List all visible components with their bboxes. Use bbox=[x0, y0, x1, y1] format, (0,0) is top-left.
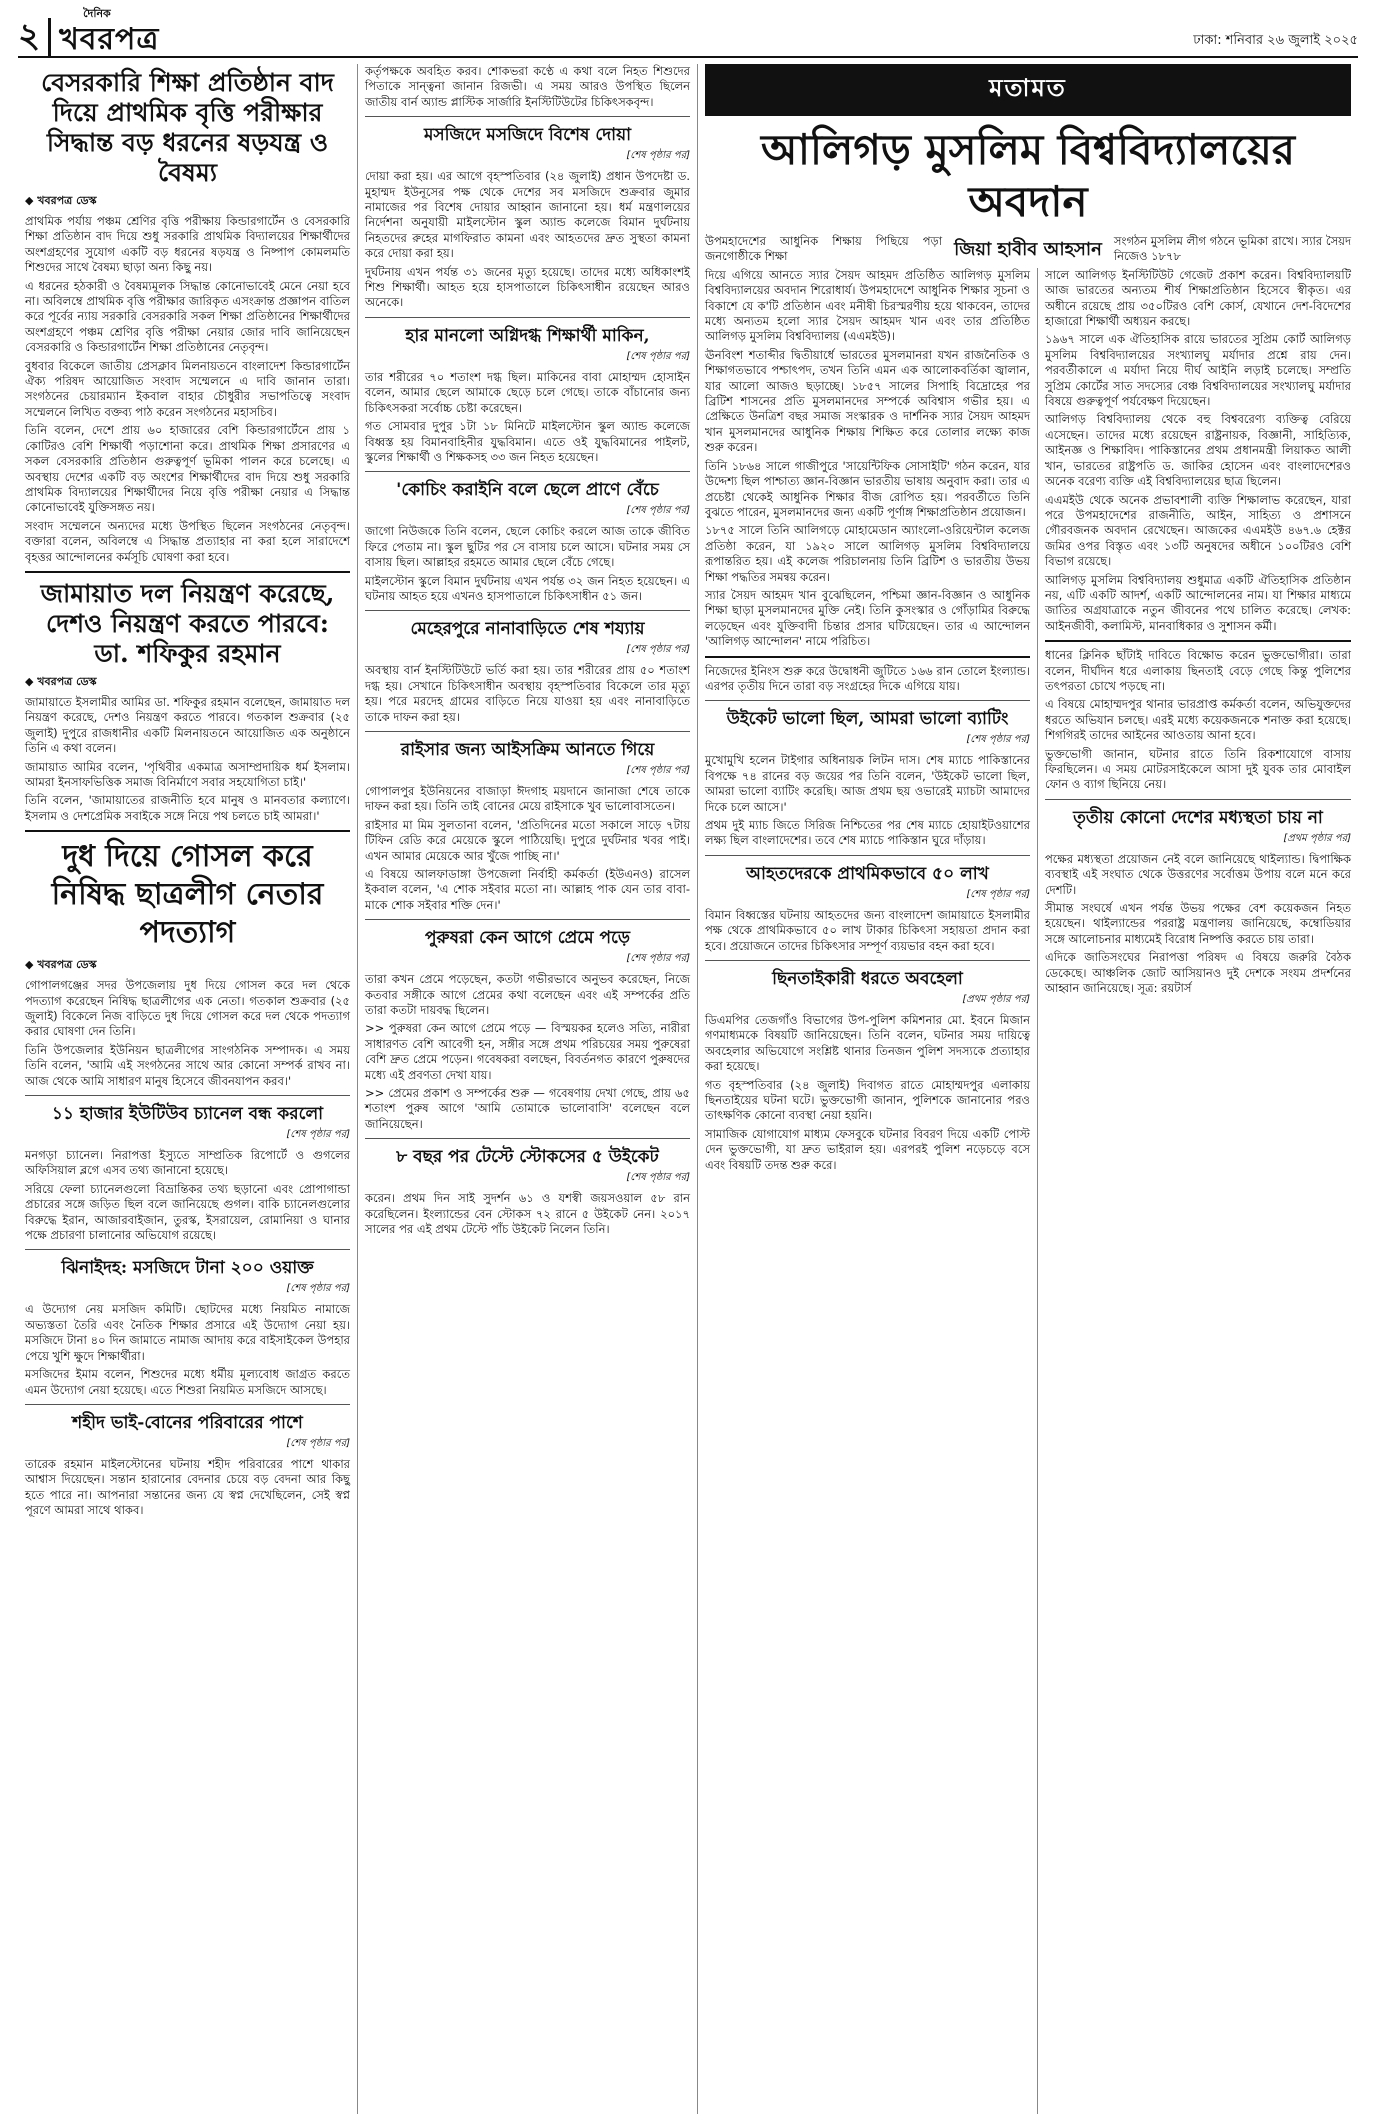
paragraph: এএমইউ থেকে অনেক প্রভাবশালী ব্যক্তি শিক্ষালাভ করেছেন, যারা পরে উপমহাদেশের রাজনীতি, আইন, সাহিত্য ও প্রশাসনে গৌরবজনক অবদান রেখেছেন। আজকের এএমইউ ৪৬৭.৬ হেক্টর জমির ওপর বিস্তৃত এবং ১৩টি অনুষদের অধীনে ১০০টিরও বেশি বিভাগ রয়েছে। bbox=[1045, 492, 1351, 569]
paragraph: দুর্ঘটনায় এখন পর্যন্ত ৩১ জনের মৃত্যু হয়েছে। তাদের মধ্যে অধিকাংশই শিশু শিক্ষার্থী। আহত হয়ে হাসপাতালে চিকিৎসাধীন রয়েছেন আরও অনেকে। bbox=[365, 264, 690, 310]
column-4 bbox=[1038, 268, 1358, 2114]
headline-martyr-family[interactable]: শহীদ ভাই-বোনের পরিবারের পাশে bbox=[72, 1412, 303, 1433]
headline-stokes[interactable]: ৮ বছর পর টেস্টে স্টোকসের ৫ উইকেট bbox=[396, 1147, 659, 1168]
paragraph: ভুক্তভোগী জানান, ঘটনার রাতে তিনি রিকশাযোগে বাসায় ফিরছিলেন। এ সময় মোটরসাইকেলে আসা দুই যুবক তার মোবাইল ফোন ও ব্যাগ ছিনিয়ে নেয়। bbox=[1045, 746, 1351, 792]
paragraph: তারা কখন প্রেমে পড়েছেন, কতটা গভীরভাবে অনুভব করেছেন, নিজে কতবার সঙ্গীকে আগে প্রেমের কথা বলেছেন এবং এই সম্পর্কের প্রতি তারা কতটা দায়বদ্ধ ছিলেন। bbox=[365, 972, 690, 1018]
masthead-divider bbox=[48, 18, 51, 56]
paragraph: সালে আলিগড় ইনস্টিটিউট গেজেট প্রকাশ করেন। বিশ্ববিদ্যালয়টি আজ ভারতের অন্যতম শীর্ষ শিক্ষাপ্রতিষ্ঠান হিসেবে স্বীকৃত। এর অধীনে রয়েছে প্রায় ৩৫০টিরও বেশি কোর্স, যেখানে দেশ-বিদেশের হাজারো শিক্ষার্থী অধ্যয়ন করছে। bbox=[1045, 267, 1351, 329]
headline-jamaat[interactable]: জামায়াত দল নিয়ন্ত্রণ করেছে, দেশও নিয়ন্ত্রণ করতে পারবে: ডা. শফিকুর রহমান bbox=[40, 578, 335, 668]
paragraph: এ উদ্যোগ নেয় মসজিদ কমিটি। ছোটদের মধ্যে নিয়মিত নামাজে অভ্যস্ততা তৈরি এবং নৈতিক শিক্ষার প্রসারে এই উদ্যোগ নেয়া হয়। মসজিদে টানা ৪০ দিন জামাতে নামাজ আদায় করে বাইসাইকেল উপহার পেয়ে খুশি ক্ষুদে শিক্ষার্থীরা। bbox=[25, 1302, 350, 1363]
paragraph: মনগড়া চ্যানেল। নিরাপত্তা ইস্যুতে সাম্প্রতিক রিপোর্টে ও গুগলের অফিসিয়াল ব্লগে এসব তথ্য জানানো হয়েছে। bbox=[25, 1148, 350, 1178]
headline-youtube[interactable]: ১১ হাজার ইউটিউব চ্যানেল বন্ধ করলো bbox=[51, 1104, 324, 1125]
continued-marker: [প্রথম পৃষ্ঠার পর] bbox=[1283, 832, 1351, 844]
masthead-left bbox=[18, 5, 159, 56]
paragraph: বিমান বিধ্বস্তের ঘটনায় আহতদের জন্য বাংলাদেশ জামায়াতে ইসলামীর পক্ষ থেকে প্রাথমিকভাবে ৫০ লাখ টাকার চিকিৎসা সহায়তা প্রদান করা হবে। প্রয়োজনে তাদের চিকিৎসার সম্পূর্ণ ব্যয়ভার বহন করা হবে। bbox=[705, 907, 1030, 953]
paragraph: কর্তৃপক্ষকে অবহিত করব। শোকভরা কণ্ঠে এ কথা বলে নিহত শিশুদের পিতাকে সান্ত্বনা জানান রিজভী। এ সময় আরও উপস্থিত ছিলেন জাতীয় বার্ন অ্যান্ড প্লাস্টিক সার্জারি ইনস্টিটিউটের চিকিৎসকবৃন্দ। bbox=[365, 64, 690, 109]
divider bbox=[365, 919, 690, 920]
headline-snatcher[interactable]: ছিনতাইকারী ধরতে অবহেলা bbox=[772, 969, 963, 990]
continued-marker: [শেষ পৃষ্ঠার পর] bbox=[626, 1172, 690, 1184]
paragraph: প্রথম দুই ম্যাচ জিতে সিরিজ নিশ্চিতের পর শেষ ম্যাচে হোয়াইটওয়াশের লক্ষ্য ছিল বাংলাদেশের। তবে শেষ ম্যাচে পাকিস্তান ঘুরে দাঁড়ায়। bbox=[705, 818, 1030, 848]
headline-mosque-prayer[interactable]: মসজিদে মসজিদে বিশেষ দোয়া bbox=[423, 125, 632, 146]
byline: ◆ খবরপত্র ডেস্ক bbox=[25, 673, 350, 692]
headline-milk-bath[interactable]: দুধ দিয়ে গোসল করে নিষিদ্ধ ছাত্রলীগ নেতার পদত্যাগ bbox=[51, 839, 324, 951]
continued-marker: [শেষ পৃষ্ঠার পর] bbox=[286, 1283, 350, 1295]
divider bbox=[705, 855, 1030, 856]
paragraph: প্রাথমিক পর্যায় পঞ্চম শ্রেণির বৃত্তি পরীক্ষায় কিন্ডারগার্টেন ও বেসরকারি শিক্ষা প্রতিষ্ঠান বাদ দিয়ে শুধু সরকারি প্রাথমিক বিদ্যালয়ের শিক্ষার্থীদের অংশগ্রহণের সুযোগ একটি বড় ধরনের ষড়যন্ত্র ও নিষ্পাপ কোমলমতি শিশুদের সাথে বৈষম্য ছাড়া অন্য কিছু নয়। bbox=[25, 214, 350, 275]
divider bbox=[25, 830, 350, 832]
page-number: ২ bbox=[18, 16, 41, 56]
divider bbox=[1045, 640, 1351, 642]
paragraph: গোপালগঞ্জের সদর উপজেলায় দুধ দিয়ে গোসল করে দল থেকে পদত্যাগ করেছেন নিষিদ্ধ ছাত্রলীগের এক নেতা। গতকাল শুক্রবার (২৫ জুলাই) বিকেলে নিজ বাড়িতে দুধ দিয়ে গোসল করে দল থেকে পদত্যাগ করার ঘোষণা দেন তিনি। bbox=[25, 978, 350, 1039]
right-section bbox=[698, 64, 1358, 2114]
paragraph: গত সোমবার দুপুর ১টা ১৮ মিনিটে মাইলস্টোন স্কুল অ্যান্ড কলেজে বিধ্বস্ত হয় বিমানবাহিনীর যুদ্ধবিমান। এতে ওই যুদ্ধবিমানের পাইলট, স্কুলের শিক্ষার্থী ও শিক্ষকসহ ৩৩ জন নিহত হয়েছেন। bbox=[365, 419, 690, 464]
headline-kg-exam[interactable]: বেসরকারি শিক্ষা প্রতিষ্ঠান বাদ দিয়ে প্রাথমিক বৃত্তি পরীক্ষার সিদ্ধান্ত বড় ধরনের ষড়যন্ত্র ও বৈষম্য bbox=[41, 68, 334, 187]
paragraph: করেন। প্রথম দিন সাই সুদর্শন ৬১ ও যশস্বী জয়সওয়াল ৫৮ রান করেছিলেন। ইংল্যান্ডের বেন স্টোকস ৭২ রানে ৫ উইকেট নেন। ২০১৭ সালের পর এই প্রথম টেস্টে পাঁচ উইকেট নিলেন তিনি। bbox=[365, 1191, 690, 1237]
divider bbox=[365, 317, 690, 318]
paragraph: >> প্রেমের প্রকাশ ও সম্পর্কের শুরু — গবেষণায় দেখা গেছে, প্রায় ৬৫ শতাংশ পুরুষ আগে 'আমি তোমাকে ভালোবাসি' বলেছেন বলে জানিয়েছেন। bbox=[365, 1086, 690, 1131]
brand-name: খবরপত্র bbox=[59, 22, 160, 57]
column-1 bbox=[18, 64, 358, 2114]
paragraph: পক্ষের মধ্যস্থতা প্রয়োজন নেই বলে জানিয়েছে থাইল্যান্ড। দ্বিপাক্ষিক ব্যবস্থাই এই সংঘাত থেকে উত্তরণের সর্বোত্তম উপায় বলে মনে করে দেশটি। bbox=[1045, 851, 1351, 897]
paragraph: বুধবার বিকেলে জাতীয় প্রেসক্লাব মিলনায়তনে বাংলাদেশ কিন্ডারগার্টেন ঐক্য পরিষদ আয়োজিত সংবাদ সম্মেলনে এ দাবি জানান তারা। সংগঠনের চেয়ারম্যান ইকবাল বাহার চৌধুরীর সভাপতিত্বে সংবাদ সম্মেলনে লিখিত বক্তব্য পাঠ করেন সংগঠনের মহাসচিব। bbox=[25, 358, 350, 419]
paragraph: জামায়াতে ইসলামীর আমির ডা. শফিকুর রহমান বলেছেন, জামায়াত দল নিয়ন্ত্রণ করেছে, দেশও নিয়ন্ত্রণ করতে পারবে। গতকাল শুক্রবার (২৫ জুলাই) দুপুরে রাজধানীর একটি মিলনায়তনে আয়োজিত এক অনুষ্ঠানে তিনি এ কথা বলেন। bbox=[25, 694, 350, 756]
headline-meherpur[interactable]: মেহেরপুরে নানাবাড়িতে শেষ শয্যায় bbox=[410, 619, 645, 640]
byline: ◆ খবরপত্র ডেস্ক bbox=[25, 956, 350, 975]
continued-marker: [শেষ পৃষ্ঠার পর] bbox=[966, 734, 1030, 746]
headline-men-love[interactable]: পুরুষরা কেন আগে প্রেমে পড়ে bbox=[424, 928, 630, 949]
paragraph: নিজেদের ইনিংস শুরু করে উদ্বোধনী জুটিতে ১৬৬ রান তোলে ইংল্যান্ড। এরপর তৃতীয় দিনে তারা বড় সংগ্রহের দিকে এগিয়ে যায়। bbox=[705, 663, 1030, 693]
paragraph: মাইলস্টোন স্কুলে বিমান দুর্ঘটনায় এখন পর্যন্ত ৩২ জন নিহত হয়েছেন। এ ঘটনায় আহত হয়ে এখনও হাসপাতালে চিকিৎসাধীন ৫১ জন। bbox=[365, 573, 690, 603]
masthead bbox=[18, 7, 1358, 58]
continued-marker: [শেষ পৃষ্ঠার পর] bbox=[626, 953, 690, 965]
divider bbox=[25, 571, 350, 573]
headline-makin[interactable]: হার মানলো অগ্নিদগ্ধ শিক্ষার্থী মাকিন, bbox=[405, 325, 650, 346]
divider bbox=[365, 471, 690, 472]
headline-injured-aid[interactable]: আহতদেরকে প্রাথমিকভাবে ৫০ লাখ bbox=[746, 863, 989, 884]
paragraph: গত বৃহস্পতিবার (২৪ জুলাই) দিবাগত রাতে মোহাম্মদপুর এলাকায় ছিনতাইয়ের ঘটনা ঘটে। ভুক্তভোগী জানান, পুলিশকে জানানোর পরও তাৎক্ষণিক কোনো ব্যবস্থা নেয়া হয়নি। bbox=[705, 1077, 1030, 1123]
paragraph: দোয়া করা হয়। এর আগে বৃহস্পতিবার (২৪ জুলাই) প্রধান উপদেষ্টা ড. মুহাম্মদ ইউনূসের পক্ষ থেকে দেশের সব মসজিদে শুক্রবার জুমার নামাজের পর বিশেষ দোয়ার আহ্বান জানানো হয়। ধর্ম মন্ত্রণালয়ের নির্দেশনা অনুযায়ী মাইলস্টোন স্কুল অ্যান্ড কলেজে বিমান দুর্ঘটনায় নিহতদের রুহের মাগফিরাত কামনা এবং আহতদের দ্রুত সুস্থতা কামনা করে দোয়া করা হয়। bbox=[365, 169, 690, 261]
continued-marker: [প্রথম পৃষ্ঠার পর] bbox=[962, 994, 1030, 1006]
dateline: ঢাকা: শনিবার ২৬ জুলাই ২০২৫ bbox=[1193, 33, 1358, 48]
brand-small-label: দৈনিক bbox=[83, 7, 111, 20]
headline-coaching[interactable]: 'কোচিং করাইনি বলে ছেলে প্রাণে বেঁচে bbox=[396, 480, 659, 501]
paragraph: ঊনবিংশ শতাব্দীর দ্বিতীয়ার্ধে ভারতের মুসলমানরা যখন রাজনৈতিক ও শিক্ষাগতভাবে পশ্চাৎপদ, তখন তিনি এমন এক আলোকবর্তিকা জ্বালান, যার আলো আজও ছড়াচ্ছে। ১৮৫৭ সালের সিপাহি বিদ্রোহের পর ব্রিটিশ শাসনের প্রতি মুসলমানদের সম্পর্কে অবিশ্বাস গভীর হয়। এ প্রেক্ষিতে উনত্রিশ বছর সমাজ সংস্কারক ও দার্শনিক স্যার সৈয়দ আহমদ খান মুসলমানদের আধুনিক শিক্ষায় শিক্ষিত করে তোলার লক্ষ্যে কাজ শুরু করেন। bbox=[705, 347, 1030, 455]
paragraph: এ ধরনের হঠকারী ও বৈষম্যমূলক সিদ্ধান্ত কোনোভাবেই মেনে নেয়া হবে না। অবিলম্বে প্রাথমিক বৃত্তি পরীক্ষার জারিকৃত এসংক্রান্ত প্রজ্ঞাপন বাতিল করে পূর্বের ন্যায় সরকারি বেসরকারি সকল শিক্ষা প্রতিষ্ঠানের শিক্ষার্থীদের অংশগ্রহণে পঞ্চম শ্রেণির বৃত্তি পরীক্ষা নেয়ার জোর দাবি জানিয়েছেন বেসরকারি ও কিন্ডারগার্টেন শিক্ষা প্রতিষ্ঠানের নেতৃবৃন্দ। bbox=[25, 278, 350, 355]
byline: ◆ খবরপত্র ডেস্ক bbox=[25, 192, 350, 211]
paragraph: মসজিদের ইমাম বলেন, শিশুদের মধ্যে ধর্মীয় মূল্যবোধ জাগ্রত করতে এমন উদ্যোগ নেয়া হয়েছে। এতে শিশুরা নিয়মিত মসজিদে আসছে। bbox=[25, 1367, 350, 1397]
continued-marker: [শেষ পৃষ্ঠার পর] bbox=[626, 644, 690, 656]
opinion-author: জিয়া হাবীব আহসান bbox=[954, 239, 1102, 261]
divider bbox=[705, 656, 1030, 658]
paragraph: রাইসার মা মিম সুলতানা বলেন, 'প্রতিদিনের মতো সকালে সাড়ে ৭টায় টিফিন রেডি করে মেয়েকে স্কুলে পাঠিয়েছি। দুপুরে দুর্ঘটনার খবর পাই। এখন আমার মেয়েকে আর খুঁজে পাচ্ছি না।' bbox=[365, 817, 690, 863]
paragraph: তিনি উপজেলার ইউনিয়ন ছাত্রলীগের সাংগঠনিক সম্পাদক। এ সময় তিনি বলেন, 'আমি এই সংগঠনের সাথে আর কোনো সম্পর্ক রাখব না। আজ থেকে আমি সাধারণ মানুষ হিসেবে জীবনযাপন করব।' bbox=[25, 1042, 350, 1088]
column-3 bbox=[698, 268, 1038, 2114]
opinion-author-row bbox=[705, 234, 1351, 268]
headline-jhenaidah[interactable]: ঝিনাইদহ: মসজিদে টানা ২০০ ওয়াক্ত bbox=[61, 1258, 314, 1279]
paragraph: গোপালপুর ইউনিয়নের বাজাড়া ঈদগাহ ময়দানে জানাজা শেষে তাকে দাফন করা হয়। তিনি তাই বোনের মেয়ে রাইসাকে খুব ভালোবাসতেন। bbox=[365, 783, 690, 814]
paragraph: এদিকে জাতিসংঘের নিরাপত্তা পরিষদ এ বিষয়ে জরুরি বৈঠক ডেকেছে। আঞ্চলিক জোট আসিয়ানও দুই দেশকে সংযম প্রদর্শনের আহ্বান জানিয়েছে। সূত্র: রয়টার্স bbox=[1045, 950, 1351, 996]
paragraph: সামাজিক যোগাযোগ মাধ্যম ফেসবুকে ঘটনার বিবরণ দিয়ে একটি পোস্ট দেন ভুক্তভোগী, যা দ্রুত ভাইরাল হয়। এরপরই পুলিশ নড়েচড়ে বসে এবং বিষয়টি তদন্ত শুরু করে। bbox=[705, 1126, 1030, 1172]
paragraph: ডিএমপির তেজগাঁও বিভাগের উপ-পুলিশ কমিশনার মো. ইবনে মিজান গণমাধ্যমকে বিষয়টি জানিয়েছেন। তিনি বলেন, ঘটনার সময় দায়িত্বে অবহেলার অভিযোগে সংশ্লিষ্ট থানার তিনজন পুলিশ সদস্যকে প্রত্যাহার করা হয়েছে। bbox=[705, 1013, 1030, 1074]
paragraph: তিনি ১৮৬৪ সালে গাজীপুরে 'সায়েন্টিফিক সোসাইটি' গঠন করেন, যার উদ্দেশ্য ছিল পাশ্চাত্য জ্ঞান-বিজ্ঞান ভারতীয় ভাষায় অনুবাদ করা। তার এ প্রচেষ্টা থেকেই আধুনিক শিক্ষার বীজ রোপিত হয়। পরবর্তীতে তিনি বুঝতে পারেন, মুসলমানদের জন্য একটি পূর্ণাঙ্গ শিক্ষাপ্রতিষ্ঠান প্রয়োজন। bbox=[705, 458, 1030, 519]
paragraph: সংগঠন মুসলিম লীগ গঠনে ভূমিকা রাখে। স্যার সৈয়দ নিজেও ১৮৭৮ bbox=[1113, 234, 1351, 264]
divider bbox=[1045, 799, 1351, 800]
divider bbox=[25, 1404, 350, 1405]
paragraph: দিয়ে এগিয়ে আনতে স্যার সৈয়দ আহমদ প্রতিষ্ঠিত আলিগড় মুসলিম বিশ্ববিদ্যালয়ের অবদান শিরোধার্য। উপমহাদেশে আধুনিক শিক্ষার সূচনা ও বিকাশে যে ক'টি প্রতিষ্ঠান এবং মনীষী চিরস্মরণীয় হয়ে থাকবেন, তাদের মধ্যে অন্যতম হলো স্যার সৈয়দ আহমদ খান এবং তার প্রতিষ্ঠিত আলিগড় মুসলিম বিশ্ববিদ্যালয় (এএমইউ)। bbox=[705, 267, 1030, 344]
opinion-section-header: মতামত bbox=[705, 64, 1351, 116]
paragraph: ধানের ক্লিনিক ছাঁটাই দাবিতে বিক্ষোভ করেন ভুক্তভোগীরা। তারা বলেন, দীর্ঘদিন ধরে এলাকায় ছিনতাই বেড়ে গেছে কিন্তু পুলিশের তৎপরতা চোখে পড়ছে না। bbox=[1045, 648, 1351, 693]
divider bbox=[705, 700, 1030, 701]
headline-litton[interactable]: উইকেট ভালো ছিল, আমরা ভালো ব্যাটিং bbox=[726, 709, 1009, 730]
paragraph: তিনি বলেন, 'জামায়াতের রাজনীতি হবে মানুষ ও মানবতার কল্যাণে। ইসলাম ও দেশপ্রেমিক সবাইকে সঙ্গে নিয়ে পথ চলতে চাই আমরা।' bbox=[25, 793, 350, 823]
column-2 bbox=[358, 64, 698, 2114]
divider bbox=[25, 1249, 350, 1250]
paragraph: জামায়াত আমির বলেন, 'পৃথিবীর একমাত্র অসাম্প্রদায়িক ধর্ম ইসলাম। আমরা ইনসাফভিত্তিক সমাজ বিনির্মাণে সবার সহযোগিতা চাই।' bbox=[25, 759, 350, 789]
paragraph: ১৯৬৭ সালে এক ঐতিহাসিক রায়ে ভারতের সুপ্রিম কোর্ট আলিগড় মুসলিম বিশ্ববিদ্যালয়ের সংখ্যালঘু মর্যাদার প্রশ্নে রায় দেন। পরবর্তীকালে এ মর্যাদা নিয়ে দীর্ঘ আইনি লড়াই চলেছে। সম্প্রতি সুপ্রিম কোর্টের সাত সদস্যের বেঞ্চ বিশ্ববিদ্যালয়ের সংখ্যালঘু মর্যাদার বিষয়ে গুরুত্বপূর্ণ পর্যবেক্ষণ দিয়েছেন। bbox=[1045, 332, 1351, 409]
paragraph: তার শরীরের ৭০ শতাংশ দগ্ধ ছিল। মাকিনের বাবা মোহাম্মদ হোসাইন বলেন, আমার ছেলে আমাকে ছেড়ে চলে গেছে। তাকে বাঁচানোর জন্য চিকিৎসকরা সর্বোচ্চ চেষ্টা করেছেন। bbox=[365, 369, 690, 415]
paragraph: সীমান্ত সংঘর্ষে এখন পর্যন্ত উভয় পক্ষের বেশ কয়েকজন নিহত হয়েছেন। থাইল্যান্ডের পররাষ্ট্র মন্ত্রণালয় জানিয়েছে, কম্বোডিয়ার সঙ্গে আলোচনার মাধ্যমেই বিরোধ নিষ্পত্তি করতে চায় তারা। bbox=[1045, 901, 1351, 946]
continued-marker: [শেষ পৃষ্ঠার পর] bbox=[966, 888, 1030, 900]
paragraph: অবস্থায় বার্ন ইনস্টিটিউটে ভর্তি করা হয়। তার শরীরের প্রায় ৫০ শতাংশ দগ্ধ হয়। সেখানে চিকিৎসাধীন অবস্থায় বৃহস্পতিবার বিকেলে তার মৃত্যু হয়। পরে মরদেহ গ্রামের বাড়িতে নিয়ে যাওয়া হয় এবং নানাবাড়িতে তাকে দাফন করা হয়। bbox=[365, 663, 690, 724]
continued-marker: [শেষ পৃষ্ঠার পর] bbox=[626, 350, 690, 362]
paragraph: ১৮৭৫ সালে তিনি আলিগড়ে মোহামেডান অ্যাংলো-ওরিয়েন্টাল কলেজ প্রতিষ্ঠা করেন, যা ১৯২০ সালে আলিগড় মুসলিম বিশ্ববিদ্যালয়ে রূপান্তরিত হয়। এই কলেজ পরিচালনায় তিনি ব্রিটিশ ও ভারতীয় উভয় শিক্ষা পদ্ধতির সমন্বয় করেন। bbox=[705, 523, 1030, 584]
paragraph: আলিগড় মুসলিম বিশ্ববিদ্যালয় শুধুমাত্র একটি ঐতিহাসিক প্রতিষ্ঠান নয়, এটি একটি আদর্শ, একটি আন্দোলনের নাম। যা শিক্ষার মাধ্যমে জাতির অগ্রযাত্রাকে নতুন জীবনের পথে চালিত করেছে। লেখক: আইনজীবী, কলামিস্ট, মানবাধিকার ও সুশাসন কর্মী। bbox=[1045, 572, 1351, 633]
opinion-title[interactable]: আলিগড় মুসলিম বিশ্ববিদ্যালয়ের অবদান bbox=[761, 125, 1295, 226]
divider bbox=[365, 610, 690, 611]
paragraph: জাগো নিউজকে তিনি বলেন, ছেলে কোচিং করলে আজ তাকে জীবিত ফিরে পেতাম না। স্কুল ছুটির পর সে বাসায় চলে আসে। ঘটনার সময় সে বাসায় ছিল। আল্লাহর রহমতে আমার ছেলে বেঁচে গেছে। bbox=[365, 524, 690, 570]
divider bbox=[365, 116, 690, 117]
paragraph: উপমহাদেশের আধুনিক শিক্ষায় পিছিয়ে পড়া জনগোষ্ঠীকে শিক্ষা bbox=[705, 234, 943, 264]
paragraph: >> পুরুষরা কেন আগে প্রেমে পড়ে — বিস্ময়কর হলেও সত্যি, নারীরা সাধারণত বেশি আবেগী হন, সঙ্গীর সঙ্গে প্রথম পরিচয়ের সময় পুরুষেরা বেশি দ্রুত প্রেমে পড়েন। গবেষকরা বলছেন, বিবর্তনগত কারণে পুরুষদের মধ্যে এই প্রবণতা দেখা যায়। bbox=[365, 1021, 690, 1082]
paragraph: সরিয়ে ফেলা চ্যানেলগুলো বিভ্রান্তিকর তথ্য ছড়ানো এবং প্রোপাগান্ডা প্রচারের সঙ্গে জড়িত ছিল বলে জানিয়েছে গুগল। বাকি চ্যানেলগুলোর বিরুদ্ধে ইরান, আজারবাইজান, তুরস্ক, ইসরায়েল, রোমানিয়া ও ঘানার পক্ষে প্রচারণা চালানোর অভিযোগ রয়েছে। bbox=[25, 1181, 350, 1243]
paragraph: সংবাদ সম্মেলনে অন্যদের মধ্যে উপস্থিত ছিলেন সংগঠনের নেতৃবৃন্দ। বক্তারা বলেন, অবিলম্বে এ সিদ্ধান্ত প্রত্যাহার না করা হলে সারাদেশে বৃহত্তর আন্দোলনের কর্মসূচি ঘোষণা করা হবে। bbox=[25, 518, 350, 564]
paragraph: আলিগড় বিশ্ববিদ্যালয় থেকে বহু বিশ্ববরেণ্য ব্যক্তিত্ব বেরিয়ে এসেছেন। তাদের মধ্যে রয়েছেন রাষ্ট্রনায়ক, বিজ্ঞানী, সাহিত্যিক, আইনজ্ঞ ও শিক্ষাবিদ। পাকিস্তানের প্রথম প্রধানমন্ত্রী লিয়াকত আলী খান, ভারতের রাষ্ট্রপতি ড. জাকির হোসেন এবং বাংলাদেশেরও অনেক বরেণ্য ব্যক্তি এই বিশ্ববিদ্যালয়ের ছাত্র ছিলেন। bbox=[1045, 412, 1351, 489]
brand-logo bbox=[59, 5, 159, 56]
divider bbox=[365, 731, 690, 732]
paragraph: এ বিষয়ে আলফাডাঙ্গা উপজেলা নির্বাহী কর্মকর্তা (ইউএনও) রাসেল ইকবাল বলেন, 'এ শোক সইবার মতো না। আল্লাহ পাক যেন তার বাবা-মাকে শোক সইবার শক্তি দেন।' bbox=[365, 867, 690, 912]
paragraph: এ বিষয়ে মোহাম্মদপুর থানার ভারপ্রাপ্ত কর্মকর্তা বলেন, অভিযুক্তদের ধরতে অভিযান চলছে। এরই মধ্যে কয়েকজনকে শনাক্ত করা হয়েছে। শিগগিরই তাদের আইনের আওতায় আনা হবে। bbox=[1045, 697, 1351, 743]
continued-marker: [শেষ পৃষ্ঠার পর] bbox=[286, 1437, 350, 1449]
divider bbox=[365, 1138, 690, 1139]
paragraph: মুখোমুখি হলেন টাইগার অধিনায়ক লিটন দাস। শেষ ম্যাচে পাকিস্তানের বিপক্ষে ৭৪ রানের বড় জয়ের পর তিনি বলেন, 'উইকেট ভালো ছিল, আমরা ভালো ব্যাটিং করেছি। আজ প্রথম ছয় ওভারেই ম্যাচটা আমাদের দিকে চলে আসে।' bbox=[705, 753, 1030, 814]
continued-marker: [শেষ পৃষ্ঠার পর] bbox=[626, 150, 690, 162]
continued-marker: [শেষ পৃষ্ঠার পর] bbox=[626, 764, 690, 776]
paragraph: তারেক রহমান মাইলস্টোনের ঘটনায় শহীদ পরিবারের পাশে থাকার আশ্বাস দিয়েছেন। সন্তান হারানোর বেদনার চেয়ে বড় বেদনা আর কিছু হতে পারে না। আপনারা সন্তানের জন্য যে স্বপ্ন দেখেছিলেন, সেই স্বপ্ন পূরণে আমরা সাথে থাকব। bbox=[25, 1456, 350, 1518]
continued-marker: [শেষ পৃষ্ঠার পর] bbox=[286, 1129, 350, 1141]
article-grid bbox=[18, 64, 1358, 2114]
right-columns bbox=[698, 268, 1358, 2114]
divider bbox=[705, 960, 1030, 961]
continued-marker: [শেষ পৃষ্ঠার পর] bbox=[626, 505, 690, 517]
headline-mediation[interactable]: তৃতীয় কোনো দেশের মধ্যস্থতা চায় না bbox=[1073, 807, 1323, 828]
paragraph: তিনি বলেন, দেশে প্রায় ৬০ হাজারের বেশি কিন্ডারগার্টেনে প্রায় ১ কোটিরও বেশি শিক্ষার্থী পড়াশোনা করে। প্রাথমিক শিক্ষা প্রসারণের এ সকল বেসরকারি প্রতিষ্ঠান গুরুত্বপূর্ণ ভূমিকা পালন করে চলেছে। এ অবস্থায় দেশের একটি বড় অংশের শিক্ষার্থীদের বাদ দিয়ে শুধু সরকারি প্রাথমিক বিদ্যালয়ের শিক্ষার্থীদের নিয়ে বৃত্তি পরীক্ষা নেয়ার এ সিদ্ধান্ত কোনোভাবেই যুক্তিসঙ্গত নয়। bbox=[25, 423, 350, 515]
paragraph: স্যার সৈয়দ আহমদ খান বুঝেছিলেন, পশ্চিমা জ্ঞান-বিজ্ঞান ও আধুনিক শিক্ষা ছাড়া মুসলমানদের মুক্তি নেই। তিনি কুসংস্কার ও গোঁড়ামির বিরুদ্ধে লড়েছেন এবং যুক্তিবাদী চিন্তার প্রসার ঘটিয়েছেন। তার এ আন্দোলন 'আলিগড় আন্দোলন' নামে পরিচিত। bbox=[705, 587, 1030, 649]
divider bbox=[25, 1095, 350, 1096]
opinion-block bbox=[698, 64, 1358, 268]
headline-raisa[interactable]: রাইসার জন্য আইসক্রিম আনতে গিয়ে bbox=[400, 739, 655, 760]
